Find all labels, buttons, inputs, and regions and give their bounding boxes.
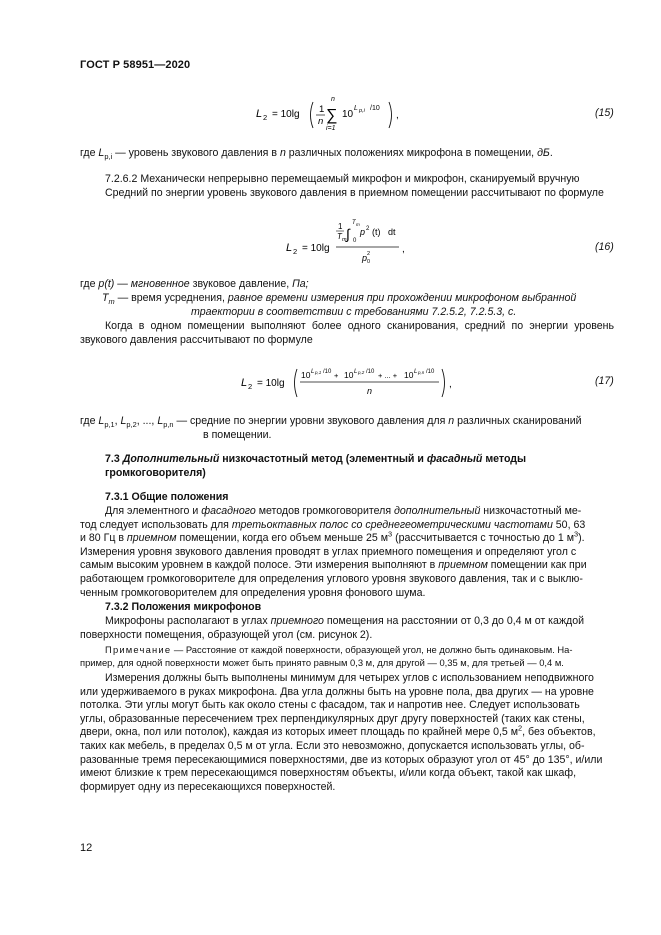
symbol-L: L <box>98 147 105 159</box>
svg-text:n: n <box>367 386 373 396</box>
svg-text:p,1: p,1 <box>315 370 322 375</box>
f15-lhs-sub: 2 <box>263 113 268 122</box>
svg-text:m: m <box>342 237 347 243</box>
f16-integral: ∫ <box>346 226 350 242</box>
svg-text:,: , <box>449 379 452 390</box>
equation-number-15: (15) <box>595 107 614 119</box>
svg-text:L: L <box>311 369 315 375</box>
svg-text:2: 2 <box>366 226 370 232</box>
svg-text:L: L <box>286 242 293 254</box>
formula-17 <box>235 361 475 403</box>
section-7-3-2-body: Микрофоны располагают в углах приемного помещения на расстоянии от 0,3 до 0,4 м от каждой поверхности помещения, образующей угол (см. рисунок 2). <box>80 615 585 641</box>
section-7-2-6-2-title: 7.2.6.2 Механически непрерывно перемещаемый микрофон и микрофон, сканируемый вручную <box>105 173 580 185</box>
section-7-3-1-body: Для элементного и фасадного методов громкоговорителя дополнительный низкочастотный ме- тод следует использовать для третьоктавных полос со среднегеометрическими частотами 50, 63 и 80 Гц в приемном помещении, когда его объем меньше 25 $м^3$ (рассчитывается с точностью до 1 $м^3$). Измерения уровня звукового давления проводят в углах приемного помещения и определяют угол с самым высоким уровнем в каждой полосе. Эти измерения выполняют в приемном помещении как при работающем громкоговорителе для определения углового уровня звукового давления, так и с выклю- ченным громкоговорителем для определения уровня фонового шума. <box>80 505 587 599</box>
svg-text:(t): (t) <box>372 227 381 237</box>
formula-15 <box>250 90 450 135</box>
f15-sum-top: n <box>331 96 335 103</box>
note: Примечание — Расстояние от каждой поверхности, образующей угол, не должно быть одинаковым. На- пример, для одной поверхности может быть принято равным 0,3 м, для другой — 0,35 м, для третьей — 0,4 м. <box>80 644 573 668</box>
svg-text:L: L <box>354 369 358 375</box>
final-paragraph: Измерения должны быть выполнены минимум для четырех углов с использованием неподвижного или удерживаемого в руках микрофона. Два угла должны быть на уровне пола, два других — на уровне потолка. Эти углы могут быть как около стены с фасадом, так и напротив нее. Следует использовать углы, образованные пересечением трех перпендикулярных друг другу поверхностей (таких как стены, двери, окна, пол или потолок), каждая из которых имеет площадь по крайней мере 0,5 $м^2$, без объектов, таких как мебель, в пределах 0,5 м от угла. Если это невозможно, допускается использовать углы, об- разованные тремя пересекающимися поверхностями, две из которых образуют угол от 45° до 135°, и/или имеют близкие к трем пересекающимся поверхностям объекты, и/или когда объект, такой как шкаф, формирует одну из пересекающихся поверхностей. <box>80 672 603 793</box>
where-17: где $L_{p,1}$, $L_{p,2}$, ..., $L_{p,n}$ — средние по энергии уровни звукового давления для n различных сканирований <box>80 415 582 430</box>
svg-text:+ ... +: + ... + <box>378 371 398 380</box>
svg-text:/10: /10 <box>323 369 332 375</box>
section-7-2-6-2-body: Средний по энергии уровень звукового давления в приемном помещении рассчитывают по формуле <box>105 187 604 199</box>
svg-text:0: 0 <box>367 259 371 265</box>
where-17-continued: в помещении. <box>203 429 272 441</box>
page-number: 12 <box>80 842 93 854</box>
svg-text:+: + <box>334 371 339 380</box>
where-15: где $L_{p,i}$ — уровень звукового давления в n различных положениях микрофона в помещении, дБ. <box>80 147 553 162</box>
svg-text:1: 1 <box>338 222 343 231</box>
svg-text:p: p <box>360 227 366 237</box>
svg-text:,: , <box>402 244 405 255</box>
svg-text:2: 2 <box>367 251 371 257</box>
f15-tail: , <box>396 110 399 121</box>
formula-16 <box>280 215 420 270</box>
svg-text:2: 2 <box>293 247 298 256</box>
f15-exp-sub: p,i <box>359 108 365 114</box>
svg-text:p,n: p,n <box>418 370 425 375</box>
svg-text:10: 10 <box>404 370 414 380</box>
f15-paren-right <box>389 102 392 128</box>
where-16-p: где p(t) — мгновенное звуковое давление, Па; <box>80 278 309 290</box>
f15-frac-den: n <box>318 116 324 127</box>
note-label: Примечание <box>105 644 172 655</box>
svg-text:dt: dt <box>388 227 396 237</box>
f15-eq: = 10lg <box>272 109 300 120</box>
equation-number-17: (17) <box>595 375 614 387</box>
section-7-3-title: 7.3 Дополнительный низкочастотный метод (элементный и фасадный методы <box>105 453 527 465</box>
svg-text:L: L <box>414 369 418 375</box>
equation-number-16: (16) <box>595 241 614 253</box>
f15-exp-tail: /10 <box>370 105 380 112</box>
where-16-T-continued: траектории в соответствии с требованиями 7.2.5.2, 7.2.5.3, с. <box>191 306 517 318</box>
standard-header: ГОСТ Р 58951—2020 <box>80 59 191 71</box>
section-7-3-1-title: 7.3.1 Общие положения <box>105 491 229 503</box>
svg-text:m: m <box>356 222 360 227</box>
f15-frac-num: 1 <box>319 104 325 115</box>
where-16-T: $T_m$ — время усреднения, равное времени измерения при прохождении микрофоном выбранной <box>102 292 577 307</box>
f15-sum-bottom: i=1 <box>326 125 336 132</box>
svg-text:L: L <box>241 377 248 389</box>
svg-text:10: 10 <box>301 370 311 380</box>
scan-paragraph: Когда в одном помещении выполняют более одного сканирования, средний по энергии уровень звукового давления рассчитывают по формуле <box>80 320 614 346</box>
svg-text:10: 10 <box>344 370 354 380</box>
f15-paren-left <box>311 102 314 128</box>
section-7-3-title-line2: громкоговорителя) <box>105 467 206 479</box>
svg-text:= 10lg: = 10lg <box>302 243 330 254</box>
svg-text:p: p <box>362 253 368 263</box>
svg-text:= 10lg: = 10lg <box>257 378 285 389</box>
section-7-3-2-title: 7.3.2 Положения микрофонов <box>105 601 262 613</box>
f15-exp: L <box>354 105 358 112</box>
f15-lhs: L <box>256 108 263 120</box>
svg-text:T: T <box>337 232 342 241</box>
svg-text:/10: /10 <box>366 369 375 375</box>
svg-text:0: 0 <box>353 238 357 244</box>
f15-term: 10 <box>342 109 354 120</box>
svg-text:/10: /10 <box>426 369 435 375</box>
f15-sigma: ∑ <box>326 107 338 124</box>
svg-text:T: T <box>352 220 356 226</box>
svg-text:2: 2 <box>248 382 253 391</box>
svg-text:p,2: p,2 <box>358 370 365 375</box>
